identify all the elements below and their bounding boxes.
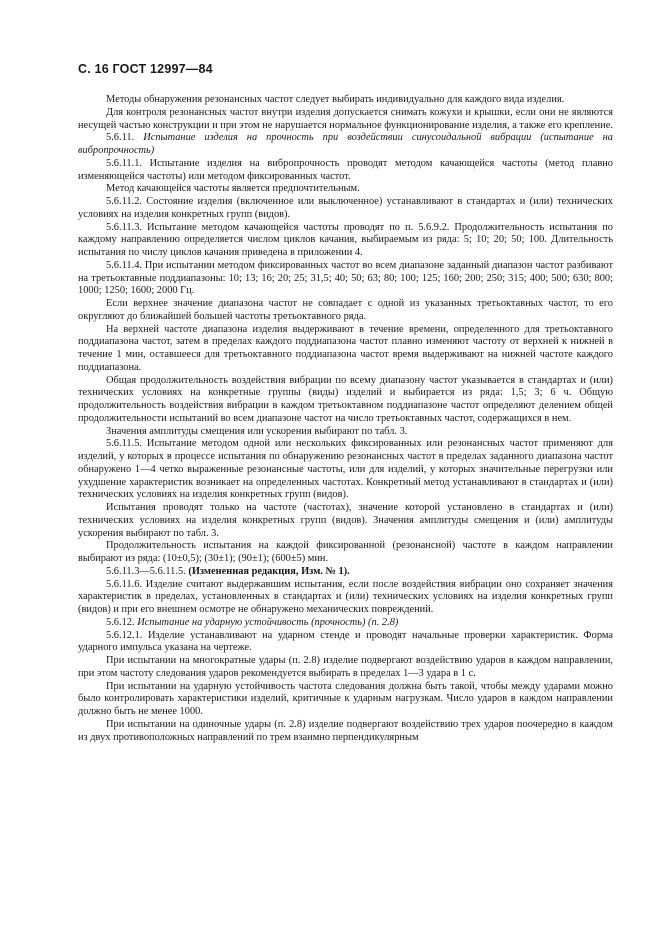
paragraph: Методы обнаружения резонансных частот следует выбирать индивидуально для каждого вида изделия. xyxy=(106,94,565,105)
section-number: 5.6.12. xyxy=(106,616,135,628)
paragraph: 5.6.11.2. Состояние изделия (включенное или выключенное) устанавливают в стандартах и (или) технических условиях на изделия конкретных групп (видов). xyxy=(78,196,613,220)
section-title: Испытание на ударную устойчивость (прочность) (п. 2.8) xyxy=(137,616,399,628)
amendment-text: (Измененная редакция, Изм. № 1). xyxy=(188,565,350,577)
paragraph: 5.6.11.6. Изделие считают выдержавшим испытания, если после воздействия вибрации оно сохраняет значения характеристик в пределах, установленных в стандартах и (или) технических условиях на изделия конкретных групп (видов) и при его внешнем осмотре не обнаружено механических повреждений. xyxy=(78,578,613,615)
paragraph: 5.6.11.4. При испытании методом фиксированных частот во всем диапазоне заданный диапазон частот разбивают на третьоктавные поддиапазоны: 10; 13; 16; 20; 25; 31,5; 40; 50; 63; 80; 100; 125; 160; 200; 250; 315; 400; 500; 630; 800; 1000; 1250; 1600; 2000 Гц. xyxy=(78,259,613,297)
amendment-range: 5.6.11.3—5.6.11.5. xyxy=(106,565,189,577)
paragraph: Для контроля резонансных частот внутри изделия допускается снимать кожухи и крышки, если они не являются несущей частью конструкции и при этом не нарушается нормальное функционирование изделия, а также его крепление. xyxy=(78,106,613,131)
section-heading xyxy=(78,617,613,630)
paragraph: Метод качающейся частоты является предпочтительным. xyxy=(106,183,360,195)
section-title: Испытание изделия на прочность при воздействии синусоидальной вибрации (испытание на вибропрочность) xyxy=(78,132,613,156)
section-heading xyxy=(78,132,613,158)
paragraph: 5.6.11.5. Испытание методом одной или нескольких фиксированных или резонансных частот применяют для изделий, у которых в процессе испытания по обнаружению резонансных частот в пределах заданного диапазона частот обнаружено 1—4 четко выраженные резонансные частоты, или для изделий, у которых значительные перегрузки или ухудшение характеристик возникает на определенных частотах. Конкретный метод устанавливают в стандартах и (или) технических условиях на изделия конкретных групп (видов). xyxy=(78,438,613,501)
paragraph: При испытании на одиночные удары (п. 2.8) изделие подвергают воздействию трех ударов поочередно в каждом из двух противоположных направлений по трем взаимно перпендикулярным xyxy=(78,718,613,743)
paragraph: Общая продолжительность воздействия вибрации по всему диапазону частот указывается в стандартах и (или) технических условиях на конкретные группы (виды) изделий и выбирается из ряда: 1,5; 3; 6 ч. Общую продолжительность воздействия вибрации в каждом третьоктавном поддиапазоне частот определяют делением общей продолжительности испытаний во всем диапазоне частот на число третьоктавных частот, содержащихся в нем. xyxy=(78,374,613,424)
paragraph: На верхней частоте диапазона изделия выдерживают в течение времени, определенного для третьоктавного поддиапазона частот, затем в пределах каждого поддиапазона частот плавно изменяют частоту от верхней к нижней в течение 1 мин, оставшееся для третьоктавного поддиапазона частот время выдерживают на нижней частоте каждого поддиапазона. xyxy=(78,323,613,373)
paragraph: Испытания проводят только на частоте (частотах), значение которой установлено в стандартах и (или) технических условиях на изделия конкретных групп (видов). Значения амплитуды смещения и (или) амплитуды ускорения выбирают по табл. 3. xyxy=(78,502,613,539)
paragraph: 5.6.11.3. Испытание методом качающейся частоты проводят по п. 5.6.9.2. Продолжительность испытания по каждому направлению определяется числом циклов качания, выбираемым из ряда: 5; 10; 20; 50; 100. Длительность испытания по числу циклов качания приведена в приложении 4. xyxy=(78,221,613,258)
paragraph: При испытании на ударную устойчивость частота следования должна быть такой, чтобы между ударами можно было контролировать характеристики изделий, критичные к ударным нагрузкам. Число ударов в каждом направлении должно быть не менее 1000. xyxy=(78,680,613,717)
paragraph: Продолжительность испытания на каждой фиксированной (резонансной) частоте в каждом направлении выбирают из ряда: (10±0,5); (30±1); (90±1); (600±5) мин. xyxy=(78,540,613,564)
paragraph: Значения амплитуды смещения или ускорения выбирают по табл. 3. xyxy=(106,425,408,437)
paragraph: Если верхнее значение диапазона частот не совпадает с одной из указанных третьоктавных частот, то его округляют до ближайшей большей частоты третьоктавного ряда. xyxy=(78,298,613,322)
section-number: 5.6.11. xyxy=(106,132,135,144)
paragraph: При испытании на многократные удары (п. 2.8) изделие подвергают воздействию ударов в каждом направлении, при этом частоту следования ударов рекомендуется выбирать в пределах 1—3 удара в 1 с. xyxy=(78,655,613,679)
page-header: С. 16 ГОСТ 12997—84 xyxy=(78,62,213,76)
paragraph: 5.6.12.1. Изделие устанавливают на ударном стенде и проводят начальные проверки характеристик. Форма ударного импульса указана на чертеже. xyxy=(78,629,613,654)
paragraph: 5.6.11.1. Испытание изделия на вибропрочность проводят методом качающейся частоты (метод плавно изменяющейся частоты) или методом фиксированных частот. xyxy=(78,157,613,182)
amendment-note xyxy=(78,566,613,579)
document-body xyxy=(78,94,613,744)
